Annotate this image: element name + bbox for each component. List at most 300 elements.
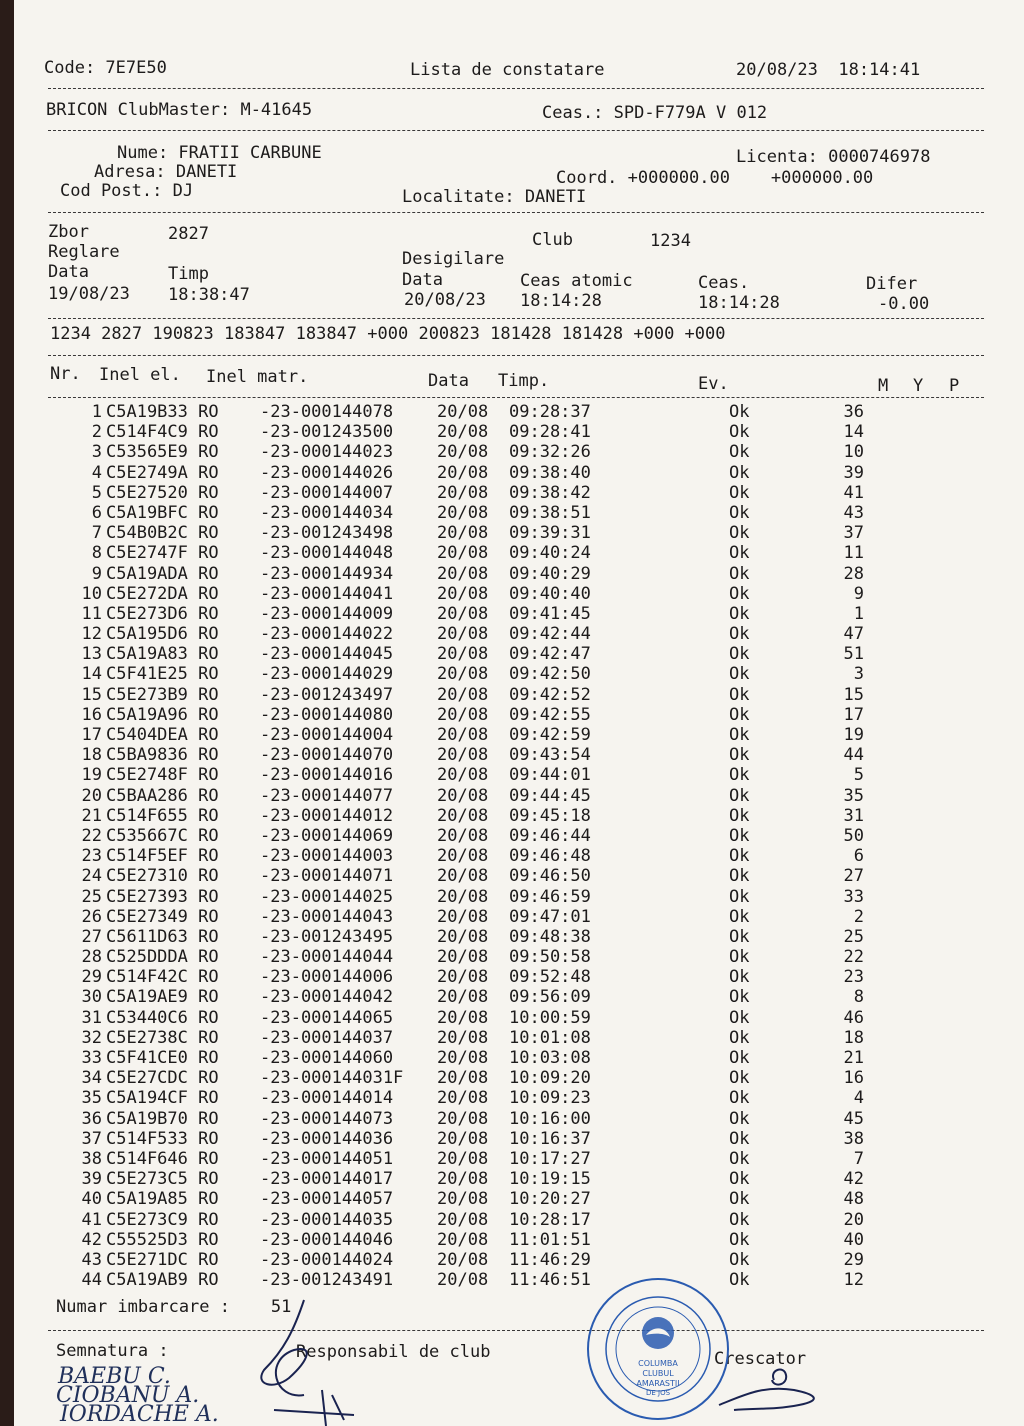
difference-value: -0.00 <box>878 294 930 314</box>
row-nr: 24 <box>81 866 102 887</box>
row-time: 10:01:08 <box>509 1027 591 1048</box>
row-position: 40 <box>843 1229 864 1250</box>
row-registration-ring: -23-001243491 <box>260 1270 394 1291</box>
row-date: 20/08 <box>437 1128 489 1149</box>
row-time: 10:03:08 <box>509 1048 591 1068</box>
table-row <box>54 1008 954 1028</box>
row-event: Ok <box>729 1148 750 1169</box>
row-event: Ok <box>729 644 750 665</box>
row-time: 09:39:31 <box>509 523 591 544</box>
row-registration-ring: -23-000144041 <box>260 583 394 604</box>
row-registration-ring: -23-000144006 <box>260 967 394 988</box>
row-registration-ring: -23-000144934 <box>260 563 394 584</box>
owner-name: Nume: FRATII CARBUNE <box>117 143 322 163</box>
row-event: Ok <box>729 1088 750 1109</box>
row-position: 20 <box>843 1209 864 1230</box>
row-registration-ring: -23-000144057 <box>260 1189 394 1210</box>
owner-postcode: Cod Post.: DJ <box>60 181 194 201</box>
row-nr: 31 <box>81 1007 102 1028</box>
table-row <box>54 1230 954 1250</box>
atomic-clock-label: Ceas atomic <box>520 271 633 291</box>
row-time: 09:48:38 <box>509 926 591 947</box>
row-position: 29 <box>843 1249 864 1270</box>
breeder-label: Crescator <box>714 1349 807 1369</box>
row-registration-ring: -23-000144034 <box>260 502 394 523</box>
row-event: Ok <box>729 1007 750 1028</box>
row-registration-ring: -23-001243498 <box>260 523 394 544</box>
table-row <box>54 745 954 765</box>
row-electronic-ring: C5E273C9 RO <box>106 1209 219 1230</box>
row-nr: 43 <box>81 1249 102 1270</box>
row-registration-ring: -23-000144070 <box>260 745 394 766</box>
row-event: Ok <box>729 603 750 624</box>
row-electronic-ring: C5A19A83 RO <box>106 644 219 665</box>
row-time: 10:09:20 <box>509 1068 591 1089</box>
row-event: Ok <box>729 866 750 887</box>
row-date: 20/08 <box>437 462 489 483</box>
row-position: 37 <box>843 523 864 544</box>
row-date: 20/08 <box>437 1229 489 1250</box>
clubmaster-label: BRICON ClubMaster: M-41645 <box>46 100 313 120</box>
row-date: 20/08 <box>437 785 489 806</box>
desigilare-label: Desigilare <box>402 249 505 269</box>
row-position: 25 <box>843 926 864 947</box>
row-nr: 32 <box>81 1027 102 1048</box>
row-electronic-ring: C514F5EF RO <box>106 846 219 867</box>
row-position: 28 <box>843 563 864 584</box>
row-nr: 37 <box>81 1128 102 1149</box>
row-position: 41 <box>843 482 864 503</box>
row-time: 09:28:41 <box>509 422 591 443</box>
row-registration-ring: -23-000144025 <box>260 886 394 907</box>
row-electronic-ring: C5E2747F RO <box>106 543 219 564</box>
row-event: Ok <box>729 725 750 745</box>
row-date: 20/08 <box>437 603 489 624</box>
row-date: 20/08 <box>437 664 489 685</box>
row-time: 09:46:48 <box>509 846 591 867</box>
table-row <box>54 786 954 806</box>
row-electronic-ring: C5A19A96 RO <box>106 704 219 725</box>
row-electronic-ring: C5E271DC RO <box>106 1249 219 1270</box>
row-electronic-ring: C5E27CDC RO <box>106 1068 219 1089</box>
row-nr: 17 <box>81 725 102 745</box>
row-date: 20/08 <box>437 523 489 544</box>
table-row <box>54 523 954 543</box>
row-date: 20/08 <box>437 482 489 503</box>
row-event: Ok <box>729 1189 750 1210</box>
row-registration-ring: -23-000144048 <box>260 543 394 564</box>
table-row <box>54 1250 954 1270</box>
row-registration-ring: -23-000144026 <box>260 462 394 483</box>
row-position: 39 <box>843 462 864 483</box>
table-row <box>54 907 954 927</box>
row-electronic-ring: C535667C RO <box>106 825 219 846</box>
row-position: 23 <box>843 967 864 988</box>
row-event: Ok <box>729 462 750 483</box>
row-registration-ring: -23-000144073 <box>260 1108 394 1129</box>
boarding-count: Numar imbarcare : 51 <box>56 1297 292 1317</box>
row-position: 16 <box>843 1068 864 1089</box>
row-nr: 21 <box>81 805 102 826</box>
row-registration-ring: -23-000144017 <box>260 1169 394 1190</box>
reglare-label: Reglare <box>48 242 120 262</box>
row-date: 20/08 <box>437 987 489 1008</box>
row-registration-ring: -23-000144037 <box>260 1027 394 1048</box>
row-date: 20/08 <box>437 1048 489 1068</box>
row-registration-ring: -23-000144069 <box>260 825 394 846</box>
col-m: M <box>878 376 889 396</box>
table-row <box>54 1210 954 1230</box>
row-position: 50 <box>843 825 864 846</box>
row-date: 20/08 <box>437 1068 489 1089</box>
row-registration-ring: -23-000144007 <box>260 482 394 503</box>
row-electronic-ring: C514F646 RO <box>106 1148 219 1169</box>
row-date: 20/08 <box>437 502 489 523</box>
row-registration-ring: -23-000144046 <box>260 1229 394 1250</box>
row-position: 43 <box>843 502 864 523</box>
row-electronic-ring: C5F41E25 RO <box>106 664 219 685</box>
row-date: 20/08 <box>437 906 489 927</box>
row-time: 09:40:40 <box>509 583 591 604</box>
row-date: 20/08 <box>437 765 489 786</box>
row-nr: 18 <box>81 745 102 766</box>
row-position: 6 <box>853 846 864 867</box>
table-row <box>54 402 954 422</box>
table-row <box>54 705 954 725</box>
row-date: 20/08 <box>437 886 489 907</box>
table-row <box>54 806 954 826</box>
row-electronic-ring: C5A19ADA RO <box>106 563 219 584</box>
row-registration-ring: -23-000144071 <box>260 866 394 887</box>
row-position: 44 <box>843 745 864 766</box>
row-nr: 20 <box>81 785 102 806</box>
row-position: 21 <box>843 1048 864 1068</box>
row-time: 09:43:54 <box>509 745 591 766</box>
table-row <box>54 987 954 1007</box>
row-electronic-ring: C53565E9 RO <box>106 442 219 463</box>
row-position: 11 <box>843 543 864 564</box>
row-event: Ok <box>729 1068 750 1089</box>
row-time: 10:17:27 <box>509 1148 591 1169</box>
table-row <box>54 543 954 563</box>
row-time: 09:50:58 <box>509 947 591 968</box>
club-number: 1234 <box>650 231 691 251</box>
row-time: 10:28:17 <box>509 1209 591 1230</box>
row-electronic-ring: C5E2738C RO <box>106 1027 219 1048</box>
row-time: 09:38:51 <box>509 502 591 523</box>
row-electronic-ring: C53440C6 RO <box>106 1007 219 1028</box>
document-title: Lista de constatare <box>410 60 605 80</box>
row-electronic-ring: C5A19BFC RO <box>106 502 219 523</box>
row-date: 20/08 <box>437 947 489 968</box>
row-position: 1 <box>853 603 864 624</box>
row-time: 09:42:52 <box>509 684 591 705</box>
row-event: Ok <box>729 1229 750 1250</box>
row-registration-ring: -23-000144043 <box>260 906 394 927</box>
row-electronic-ring: C55525D3 RO <box>106 1229 219 1250</box>
row-event: Ok <box>729 1249 750 1270</box>
row-nr: 1 <box>91 402 102 422</box>
row-registration-ring: -23-000144012 <box>260 805 394 826</box>
row-nr: 9 <box>91 563 102 584</box>
row-nr: 11 <box>81 603 102 624</box>
row-time: 09:42:47 <box>509 644 591 665</box>
row-event: Ok <box>729 1169 750 1190</box>
row-event: Ok <box>729 1108 750 1129</box>
print-datetime: 20/08/23 18:14:41 <box>736 60 921 80</box>
row-nr: 29 <box>81 967 102 988</box>
row-nr: 22 <box>81 825 102 846</box>
row-electronic-ring: C5A194CF RO <box>106 1088 219 1109</box>
table-row <box>54 624 954 644</box>
col-inel-el: Inel el. <box>99 365 181 385</box>
row-position: 22 <box>843 947 864 968</box>
table-row <box>54 866 954 886</box>
row-registration-ring: -23-000144045 <box>260 644 394 665</box>
table-row <box>54 1189 954 1209</box>
license-number: Licenta: 0000746978 <box>736 147 931 167</box>
row-event: Ok <box>729 563 750 584</box>
row-electronic-ring: C5BAA286 RO <box>106 785 219 806</box>
row-event: Ok <box>729 785 750 806</box>
row-event: Ok <box>729 947 750 968</box>
row-nr: 8 <box>91 543 102 564</box>
row-nr: 40 <box>81 1189 102 1210</box>
row-electronic-ring: C5F41CE0 RO <box>106 1048 219 1068</box>
row-nr: 39 <box>81 1169 102 1190</box>
row-nr: 38 <box>81 1148 102 1169</box>
row-nr: 23 <box>81 846 102 867</box>
row-registration-ring: -23-001243500 <box>260 422 394 443</box>
divider <box>48 212 984 213</box>
row-electronic-ring: C514F4C9 RO <box>106 422 219 443</box>
row-electronic-ring: C5E27520 RO <box>106 482 219 503</box>
row-event: Ok <box>729 825 750 846</box>
row-electronic-ring: C5A19A85 RO <box>106 1189 219 1210</box>
row-event: Ok <box>729 684 750 705</box>
row-event: Ok <box>729 765 750 786</box>
row-time: 10:16:00 <box>509 1108 591 1129</box>
row-electronic-ring: C525DDDA RO <box>106 947 219 968</box>
owner-address: Adresa: DANETI <box>94 162 238 182</box>
handwritten-name-2: CIOBANU A. <box>56 1383 200 1408</box>
col-p: P <box>949 376 960 396</box>
row-position: 14 <box>843 422 864 443</box>
row-nr: 34 <box>81 1068 102 1089</box>
flight-number: 2827 <box>168 224 209 244</box>
table-row <box>54 422 954 442</box>
row-time: 10:20:27 <box>509 1189 591 1210</box>
row-electronic-ring: C5E273B9 RO <box>106 684 219 705</box>
row-nr: 42 <box>81 1229 102 1250</box>
row-event: Ok <box>729 482 750 503</box>
divider <box>48 355 984 356</box>
row-position: 51 <box>843 644 864 665</box>
row-position: 38 <box>843 1128 864 1149</box>
row-registration-ring: -23-000144023 <box>260 442 394 463</box>
row-nr: 12 <box>81 624 102 645</box>
divider <box>48 88 984 89</box>
row-time: 09:45:18 <box>509 805 591 826</box>
row-registration-ring: -23-000144051 <box>260 1148 394 1169</box>
club-label: Club <box>532 230 573 250</box>
row-position: 19 <box>843 725 864 745</box>
row-event: Ok <box>729 422 750 443</box>
row-position: 35 <box>843 785 864 806</box>
row-event: Ok <box>729 805 750 826</box>
table-row <box>54 1028 954 1048</box>
row-time: 10:16:37 <box>509 1128 591 1149</box>
row-time: 09:44:01 <box>509 765 591 786</box>
row-time: 09:47:01 <box>509 906 591 927</box>
row-time: 10:00:59 <box>509 1007 591 1028</box>
row-time: 09:42:55 <box>509 704 591 725</box>
row-date: 20/08 <box>437 745 489 766</box>
flight-label: Zbor <box>48 222 89 242</box>
atomic-clock-value: 18:14:28 <box>520 291 602 311</box>
row-electronic-ring: C5A195D6 RO <box>106 624 219 645</box>
arrival-table <box>54 402 954 1290</box>
breeder-signature <box>714 1360 844 1420</box>
row-electronic-ring: C5E27349 RO <box>106 906 219 927</box>
row-event: Ok <box>729 1027 750 1048</box>
row-position: 42 <box>843 1169 864 1190</box>
row-electronic-ring: C5A19AE9 RO <box>106 987 219 1008</box>
divider <box>48 318 984 319</box>
row-date: 20/08 <box>437 563 489 584</box>
row-nr: 44 <box>81 1270 102 1291</box>
row-event: Ok <box>729 1048 750 1068</box>
table-row <box>54 685 954 705</box>
row-time: 09:38:40 <box>509 462 591 483</box>
club-responsible-label: Responsabil de club <box>296 1342 491 1362</box>
table-row <box>54 1048 954 1068</box>
col-data: Data <box>428 371 469 391</box>
row-date: 20/08 <box>437 644 489 665</box>
row-time: 11:46:51 <box>509 1270 591 1291</box>
reglare-date: 19/08/23 <box>48 284 130 304</box>
reglare-time: 18:38:47 <box>168 285 250 305</box>
table-row <box>54 442 954 462</box>
table-row <box>54 725 954 745</box>
table-row <box>54 887 954 907</box>
row-time: 09:44:45 <box>509 785 591 806</box>
row-date: 20/08 <box>437 402 489 422</box>
desig-date-label: Data <box>402 270 443 290</box>
row-event: Ok <box>729 906 750 927</box>
stamp-line-2: CLUBUL <box>642 1369 674 1378</box>
row-nr: 6 <box>91 502 102 523</box>
code-label: Code: 7E7E50 <box>44 58 167 78</box>
coordinates: Coord. +000000.00 +000000.00 <box>556 168 874 188</box>
row-position: 9 <box>853 583 864 604</box>
row-time: 09:42:44 <box>509 624 591 645</box>
row-nr: 30 <box>81 987 102 1008</box>
row-date: 20/08 <box>437 583 489 604</box>
row-electronic-ring: C514F533 RO <box>106 1128 219 1149</box>
table-row <box>54 463 954 483</box>
row-nr: 5 <box>91 482 102 503</box>
row-nr: 7 <box>91 523 102 544</box>
locality: Localitate: DANETI <box>402 187 587 207</box>
table-row <box>54 846 954 866</box>
row-nr: 13 <box>81 644 102 665</box>
row-event: Ok <box>729 583 750 604</box>
row-event: Ok <box>729 402 750 422</box>
reglare-time-label: Timp <box>168 264 209 284</box>
row-date: 20/08 <box>437 624 489 645</box>
stamp-line-4: DE JOS <box>645 1389 671 1397</box>
row-time: 09:52:48 <box>509 967 591 988</box>
row-date: 20/08 <box>437 684 489 705</box>
row-nr: 35 <box>81 1088 102 1109</box>
row-registration-ring: -23-000144004 <box>260 725 394 745</box>
row-date: 20/08 <box>437 1209 489 1230</box>
row-nr: 27 <box>81 926 102 947</box>
row-registration-ring: -23-001243497 <box>260 684 394 705</box>
row-event: Ok <box>729 664 750 685</box>
row-time: 11:01:51 <box>509 1229 591 1250</box>
row-date: 20/08 <box>437 1027 489 1048</box>
row-time: 09:46:59 <box>509 886 591 907</box>
row-date: 20/08 <box>437 422 489 443</box>
row-registration-ring: -23-000144022 <box>260 624 394 645</box>
table-row <box>54 1129 954 1149</box>
row-position: 47 <box>843 624 864 645</box>
divider <box>48 397 984 398</box>
row-electronic-ring: C5E27393 RO <box>106 886 219 907</box>
row-position: 7 <box>853 1148 864 1169</box>
encoded-line: 1234 2827 190823 183847 183847 +000 200823 181428 181428 +000 +000 <box>50 324 726 344</box>
row-electronic-ring: C5E272DA RO <box>106 583 219 604</box>
row-position: 45 <box>843 1108 864 1129</box>
row-electronic-ring: C5BA9836 RO <box>106 745 219 766</box>
row-registration-ring: -23-000144009 <box>260 603 394 624</box>
row-time: 09:56:09 <box>509 987 591 1008</box>
row-date: 20/08 <box>437 1270 489 1291</box>
row-electronic-ring: C5E273C5 RO <box>106 1169 219 1190</box>
reglare-date-label: Data <box>48 262 89 282</box>
table-row <box>54 1109 954 1129</box>
row-electronic-ring: C54B0B2C RO <box>106 523 219 544</box>
row-event: Ok <box>729 1128 750 1149</box>
row-date: 20/08 <box>437 1189 489 1210</box>
row-nr: 10 <box>81 583 102 604</box>
row-nr: 14 <box>81 664 102 685</box>
table-row <box>54 927 954 947</box>
col-y: Y <box>913 376 924 396</box>
row-date: 20/08 <box>437 1249 489 1270</box>
row-position: 5 <box>853 765 864 786</box>
table-row <box>54 967 954 987</box>
row-event: Ok <box>729 926 750 947</box>
row-registration-ring: -23-000144060 <box>260 1048 394 1068</box>
row-electronic-ring: C5A19B70 RO <box>106 1108 219 1129</box>
row-time: 09:42:59 <box>509 725 591 745</box>
row-date: 20/08 <box>437 1088 489 1109</box>
row-time: 10:19:15 <box>509 1169 591 1190</box>
row-event: Ok <box>729 846 750 867</box>
row-registration-ring: -23-001243495 <box>260 926 394 947</box>
row-nr: 28 <box>81 947 102 968</box>
row-nr: 41 <box>81 1209 102 1230</box>
row-electronic-ring: C5E2749A RO <box>106 462 219 483</box>
row-event: Ok <box>729 523 750 544</box>
row-position: 8 <box>853 987 864 1008</box>
row-nr: 4 <box>91 462 102 483</box>
row-time: 09:40:29 <box>509 563 591 584</box>
col-timp: Timp. <box>498 371 550 391</box>
